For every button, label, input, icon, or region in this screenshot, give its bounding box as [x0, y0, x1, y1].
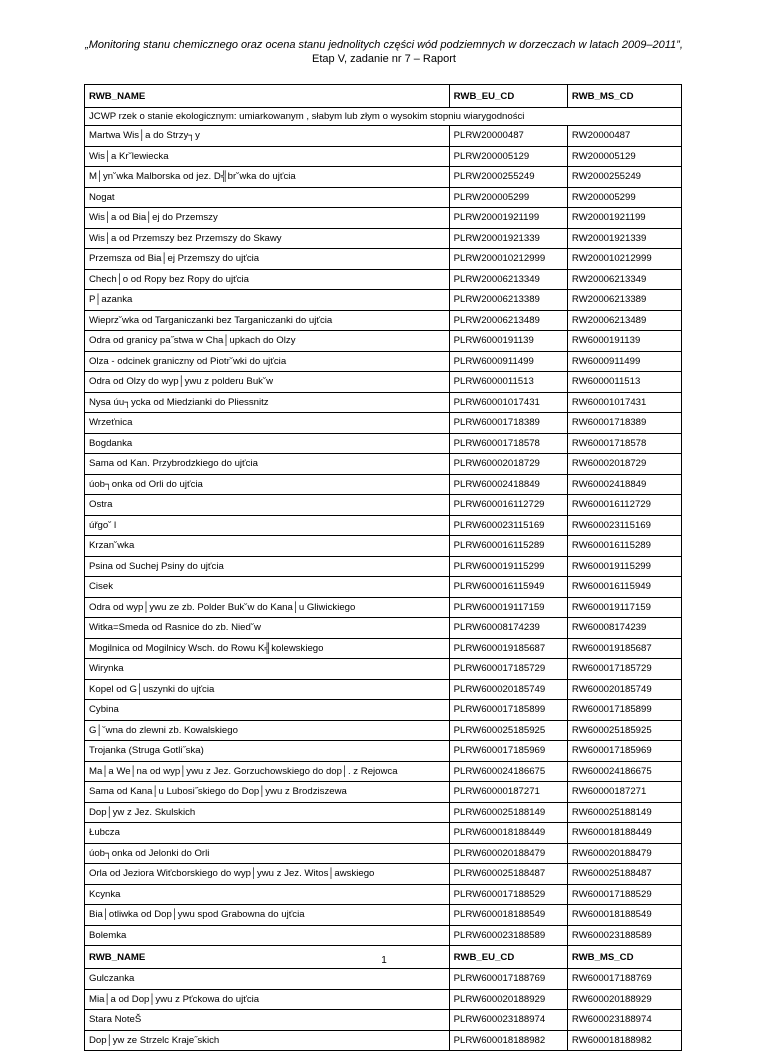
section-title-row — [85, 108, 682, 126]
table-cell: Nogat — [85, 187, 450, 208]
table-row — [85, 782, 682, 803]
table-cell: PLRW60001718578 — [449, 433, 567, 454]
table-cell: Orla od Jeziora Wiťcborskiego do wyp│ywu z Jez. Witos│awskiego — [85, 864, 450, 885]
table-row — [85, 618, 682, 639]
table-cell: PLRW600023188589 — [449, 925, 567, 946]
table-cell: RW600023188589 — [567, 925, 681, 946]
table-cell: PLRW600017185969 — [449, 741, 567, 762]
table-cell: Krzan˘wka — [85, 536, 450, 557]
table-cell: RWB_NAME — [85, 85, 450, 108]
table-cell: RW600019115299 — [567, 556, 681, 577]
section-title: JCWP rzek o stanie ekologicznym: umiarkowanym , słabym lub złym o wysokim stopniu wiarygodności — [85, 108, 682, 126]
table-row — [85, 413, 682, 434]
table-cell: PLRW20006213389 — [449, 290, 567, 311]
table-cell: RW20001921339 — [567, 228, 681, 249]
table-cell: úřgo˘ l — [85, 515, 450, 536]
table-cell: Stara NoteŠ — [85, 1010, 450, 1031]
table-cell: RW600017188529 — [567, 884, 681, 905]
table-cell: úob┐onka od Jelonki do Orli — [85, 843, 450, 864]
table-row — [85, 167, 682, 188]
table-cell: RW600023188974 — [567, 1010, 681, 1031]
header-subtitle: Etap V, zadanie nr 7 – Raport — [312, 53, 456, 65]
table-cell: PLRW6000011513 — [449, 372, 567, 393]
table-cell: PLRW600020185749 — [449, 679, 567, 700]
table-cell: Wrzeťnica — [85, 413, 450, 434]
table-cell: PLRW200010212999 — [449, 249, 567, 270]
table-row — [85, 495, 682, 516]
table-cell: RW6000191139 — [567, 331, 681, 352]
table-cell: RW20000487 — [567, 126, 681, 147]
table-cell: Nysa úu┐ycka od Miedzianki do Pliessnitz — [85, 392, 450, 413]
table-cell: RW600024186675 — [567, 761, 681, 782]
table-cell: PLRW600017185729 — [449, 659, 567, 680]
table-row — [85, 310, 682, 331]
table-row — [85, 454, 682, 475]
table-row — [85, 392, 682, 413]
table-cell: PLRW600016115949 — [449, 577, 567, 598]
table-row — [85, 1010, 682, 1031]
table-cell: Cybina — [85, 700, 450, 721]
table-row — [85, 351, 682, 372]
table-cell: PLRW200005299 — [449, 187, 567, 208]
table-row — [85, 843, 682, 864]
table-cell: PLRW2000255249 — [449, 167, 567, 188]
table-cell: RW600020188479 — [567, 843, 681, 864]
table-cell: RW600016112729 — [567, 495, 681, 516]
table-cell: PLRW600017188529 — [449, 884, 567, 905]
table-cell: RW20006213389 — [567, 290, 681, 311]
table-cell: PLRW60000187271 — [449, 782, 567, 803]
table-cell: PLRW600025185925 — [449, 720, 567, 741]
table-cell: RW600016115949 — [567, 577, 681, 598]
table-cell: RW600018188449 — [567, 823, 681, 844]
table-cell: Trojanka (Struga Gotli˝ska) — [85, 741, 450, 762]
table-cell: RW60000187271 — [567, 782, 681, 803]
table-cell: Olza - odcinek graniczny od Piotr˘wki do ujťcia — [85, 351, 450, 372]
table-cell: Martwa Wis│a do Strzy┐y — [85, 126, 450, 147]
table-row — [85, 597, 682, 618]
table-row — [85, 925, 682, 946]
table-cell: Kopel od G│uszynki do ujťcia — [85, 679, 450, 700]
table-cell: PLRW600018188449 — [449, 823, 567, 844]
table-row — [85, 679, 682, 700]
table-cell: RW20006213349 — [567, 269, 681, 290]
table-cell: Przemsza od Bia│ej Przemszy do ujťcia — [85, 249, 450, 270]
table-cell: PLRW60002418849 — [449, 474, 567, 495]
table-cell: RWB_NAME — [85, 946, 450, 969]
table-row — [85, 989, 682, 1010]
table-row — [85, 536, 682, 557]
table-cell: RW60002418849 — [567, 474, 681, 495]
table-cell: RW600019117159 — [567, 597, 681, 618]
table-row — [85, 126, 682, 147]
table-cell: PLRW20006213489 — [449, 310, 567, 331]
table-row — [85, 556, 682, 577]
table-cell: PLRW600019117159 — [449, 597, 567, 618]
table-row — [85, 269, 682, 290]
table-header-row — [85, 85, 682, 108]
table-cell: RW600017185969 — [567, 741, 681, 762]
table-row — [85, 1030, 682, 1051]
table-cell: PLRW600019115299 — [449, 556, 567, 577]
table-cell: Wis│a od Przemszy bez Przemszy do Skawy — [85, 228, 450, 249]
table-cell: PLRW60002018729 — [449, 454, 567, 475]
table-cell: Ostra — [85, 495, 450, 516]
table-cell: RW6000011513 — [567, 372, 681, 393]
table-cell: PLRW600017188769 — [449, 969, 567, 990]
table-row — [85, 741, 682, 762]
table-cell: RWB_EU_CD — [449, 946, 567, 969]
table-cell: Kcynka — [85, 884, 450, 905]
table-cell: Odra od wyp│ywu ze zb. Polder Buk˘w do Kana│u Gliwickiego — [85, 597, 450, 618]
table-cell: PLRW200005129 — [449, 146, 567, 167]
table-cell: Cisek — [85, 577, 450, 598]
table-cell: RWB_MS_CD — [567, 946, 681, 969]
table-row — [85, 864, 682, 885]
table-cell: PLRW6000911499 — [449, 351, 567, 372]
table-cell: RW60001017431 — [567, 392, 681, 413]
document-header — [0, 38, 768, 66]
table-cell: RW60001718578 — [567, 433, 681, 454]
table-cell: PLRW600025188487 — [449, 864, 567, 885]
table-cell: PLRW600016115289 — [449, 536, 567, 557]
table-cell: PLRW600023188974 — [449, 1010, 567, 1031]
table-cell: Odra od granicy pa˝stwa w Cha│upkach do Olzy — [85, 331, 450, 352]
table-row — [85, 331, 682, 352]
table-cell: Wieprz˘wka od Targaniczanki bez Targaniczanki do ujťcia — [85, 310, 450, 331]
table-cell: PLRW600019185687 — [449, 638, 567, 659]
table-cell: Odra od Olzy do wyp│ywu z polderu Buk˘w — [85, 372, 450, 393]
table-cell: Bolemka — [85, 925, 450, 946]
table-row — [85, 761, 682, 782]
table-cell: P│azanka — [85, 290, 450, 311]
table-row — [85, 146, 682, 167]
table-cell: Sama od Kana│u Lubosi˝skiego do Dop│ywu z Brodziszewa — [85, 782, 450, 803]
table-cell: PLRW20000487 — [449, 126, 567, 147]
table-cell: RW600019185687 — [567, 638, 681, 659]
table-row — [85, 249, 682, 270]
table-cell: PLRW60001718389 — [449, 413, 567, 434]
table-cell: RW20001921199 — [567, 208, 681, 229]
table-row — [85, 433, 682, 454]
table-cell: Wis│a Kr˘lewiecka — [85, 146, 450, 167]
table-cell: úob┐onka od Orli do ujťcia — [85, 474, 450, 495]
table-cell: RW600020188929 — [567, 989, 681, 1010]
table-row — [85, 372, 682, 393]
table-cell: RW600023115169 — [567, 515, 681, 536]
table-row — [85, 515, 682, 536]
table-cell: RW600020185749 — [567, 679, 681, 700]
table-cell: PLRW600023115169 — [449, 515, 567, 536]
table-cell: PLRW600018188982 — [449, 1030, 567, 1051]
table-cell: RW600017185899 — [567, 700, 681, 721]
table-cell: PLRW600020188479 — [449, 843, 567, 864]
water-bodies-table — [84, 84, 682, 1051]
table-cell: Wis│a od Bia│ej do Przemszy — [85, 208, 450, 229]
table-row — [85, 905, 682, 926]
table-cell: PLRW600025188149 — [449, 802, 567, 823]
table-cell: RW600016115289 — [567, 536, 681, 557]
table-cell: PLRW20001921339 — [449, 228, 567, 249]
table-cell: RW20006213489 — [567, 310, 681, 331]
table-cell: RWB_EU_CD — [449, 85, 567, 108]
table-row — [85, 802, 682, 823]
table-cell: RW600025188487 — [567, 864, 681, 885]
table-cell: PLRW20001921199 — [449, 208, 567, 229]
table-cell: Dop│yw ze Strzelc Kraje˝skich — [85, 1030, 450, 1051]
page-number: 1 — [381, 955, 387, 966]
table-row — [85, 638, 682, 659]
table-cell: Psina od Suchej Psiny do ujťcia — [85, 556, 450, 577]
table-cell: PLRW600016112729 — [449, 495, 567, 516]
table-cell: PLRW60008174239 — [449, 618, 567, 639]
table-row — [85, 884, 682, 905]
table-cell: RW600017188769 — [567, 969, 681, 990]
table-row — [85, 474, 682, 495]
table-row — [85, 659, 682, 680]
table-row — [85, 208, 682, 229]
table-cell: Witka=Smeda od Rasnice do zb. Nied˘w — [85, 618, 450, 639]
table-cell: RW600018188549 — [567, 905, 681, 926]
table-cell: PLRW60001017431 — [449, 392, 567, 413]
table-cell: Dop│yw z Jez. Skulskich — [85, 802, 450, 823]
table-cell: PLRW600017185899 — [449, 700, 567, 721]
table-cell: Wirynka — [85, 659, 450, 680]
table-cell: Bia│otliwka od Dop│ywu spod Grabowna do ujťcia — [85, 905, 450, 926]
table-cell: RW600025188149 — [567, 802, 681, 823]
table-cell: RW60008174239 — [567, 618, 681, 639]
table-cell: PLRW600024186675 — [449, 761, 567, 782]
table-cell: Chech│o od Ropy bez Ropy do ujťcia — [85, 269, 450, 290]
table-cell: RW200005299 — [567, 187, 681, 208]
table-cell: RW600025185925 — [567, 720, 681, 741]
table-row — [85, 187, 682, 208]
table-cell: RWB_MS_CD — [567, 85, 681, 108]
header-title: „Monitoring stanu chemicznego oraz ocena stanu jednolitych części wód podziemnych w dorzeczach w latach 2009–2011”, — [85, 39, 683, 51]
table-cell: RW200010212999 — [567, 249, 681, 270]
table-row — [85, 823, 682, 844]
table-row — [85, 577, 682, 598]
table-cell: Sama od Kan. Przybrodzkiego do ujťcia — [85, 454, 450, 475]
table-cell: M│yn˘wka Malborska od jez. D╣br˘wka do ujťcia — [85, 167, 450, 188]
table-cell: PLRW600018188549 — [449, 905, 567, 926]
table-cell: RW200005129 — [567, 146, 681, 167]
table-row — [85, 290, 682, 311]
table-cell: Łubcza — [85, 823, 450, 844]
table-cell: Mia│a od Dop│ywu z Pťckowa do ujťcia — [85, 989, 450, 1010]
table-cell: PLRW600020188929 — [449, 989, 567, 1010]
table-cell: Ma│a We│na od wyp│ywu z Jez. Gorzuchowskiego do dop│. z Rejowca — [85, 761, 450, 782]
table-cell: RW60001718389 — [567, 413, 681, 434]
table-row — [85, 720, 682, 741]
table-cell: RW2000255249 — [567, 167, 681, 188]
table-cell: RW600017185729 — [567, 659, 681, 680]
table-row — [85, 228, 682, 249]
table-cell: RW6000911499 — [567, 351, 681, 372]
table-cell: G│˘wna do zlewni zb. Kowalskiego — [85, 720, 450, 741]
table-row — [85, 700, 682, 721]
table-cell: Gulczanka — [85, 969, 450, 990]
table-cell: PLRW6000191139 — [449, 331, 567, 352]
table-cell: PLRW20006213349 — [449, 269, 567, 290]
table-cell: Bogdanka — [85, 433, 450, 454]
table-cell: RW60002018729 — [567, 454, 681, 475]
table-cell: Mogilnica od Mogilnicy Wsch. do Rowu K╣kolewskiego — [85, 638, 450, 659]
table-row — [85, 969, 682, 990]
table-cell: RW600018188982 — [567, 1030, 681, 1051]
